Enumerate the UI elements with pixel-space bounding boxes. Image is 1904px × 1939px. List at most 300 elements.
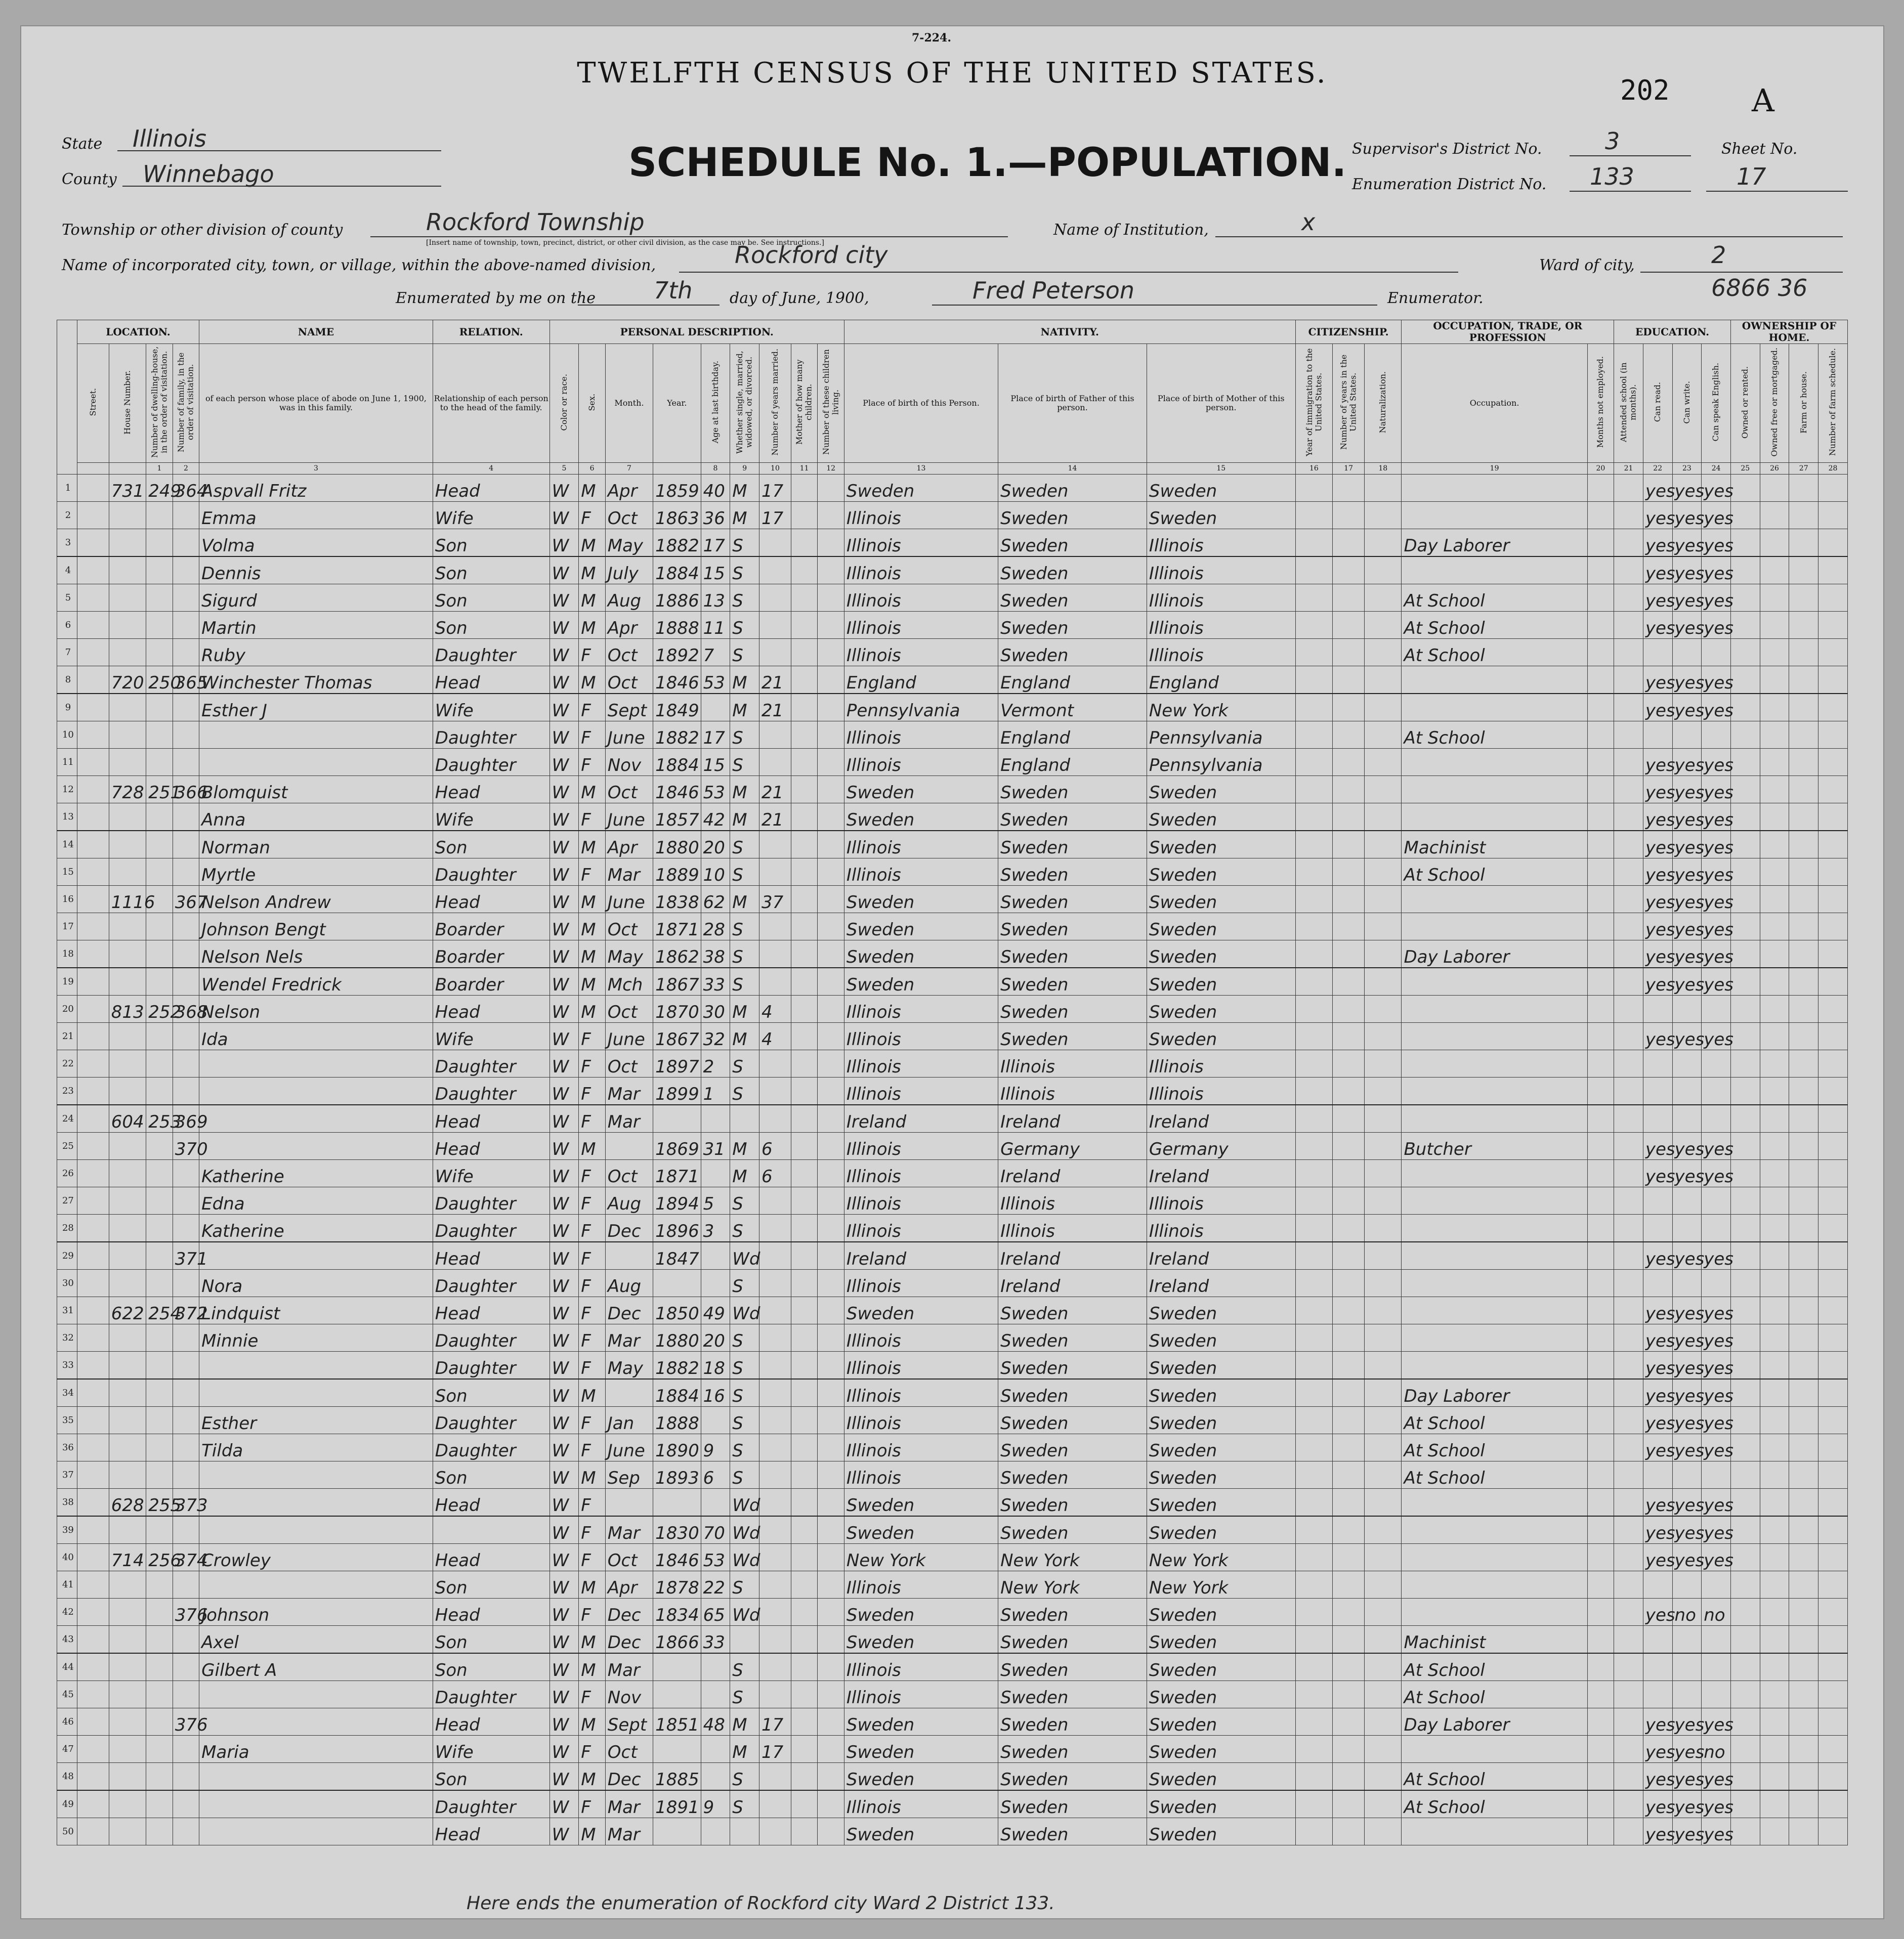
years-married-cell	[759, 1461, 791, 1489]
naturalization-cell	[1365, 1626, 1402, 1654]
table-row	[57, 831, 1848, 858]
farm-schedule-cell	[1818, 1626, 1848, 1654]
school-months-cell	[1614, 1736, 1643, 1763]
street-cell	[77, 1105, 109, 1133]
relation-cell: Head	[433, 1133, 549, 1160]
column-number	[77, 463, 109, 475]
free-mortgaged-cell	[1760, 694, 1789, 721]
birthplace-cell: Illinois	[844, 1681, 998, 1708]
age-cell: 11	[701, 612, 730, 639]
birthplace-cell: Sweden	[844, 886, 998, 913]
birth-month-cell: Oct	[605, 996, 653, 1023]
birth-year-cell: 1893	[653, 1461, 701, 1489]
months-unemployed-cell	[1587, 1434, 1614, 1461]
birth-month-cell: Dec	[605, 1297, 653, 1324]
can-read-cell: yes	[1643, 1736, 1672, 1763]
owned-rented-cell	[1730, 1461, 1760, 1489]
dwelling-number-cell	[146, 913, 173, 940]
can-write-cell: yes	[1672, 1516, 1702, 1544]
birth-month-cell: Apr	[605, 612, 653, 639]
occupation-cell	[1402, 968, 1587, 996]
occupation-cell	[1402, 502, 1587, 529]
house-number-cell	[109, 1050, 146, 1078]
can-read-cell	[1643, 1461, 1672, 1489]
dwelling-number-cell	[146, 1023, 173, 1050]
dwelling-number-cell	[146, 1215, 173, 1242]
birth-month-cell: June	[605, 803, 653, 831]
owned-rented-cell	[1730, 749, 1760, 776]
person-name-cell	[199, 1352, 433, 1380]
years-in-us-cell	[1333, 1078, 1365, 1105]
age-cell: 6	[701, 1461, 730, 1489]
father-birthplace-cell: Sweden	[998, 858, 1147, 886]
street-cell	[77, 1160, 109, 1187]
person-name-cell: Gilbert A	[199, 1653, 433, 1681]
owned-rented-cell	[1730, 1736, 1760, 1763]
mother-birthplace-cell: Sweden	[1147, 968, 1295, 996]
table-row	[57, 1599, 1848, 1626]
free-mortgaged-cell	[1760, 1461, 1789, 1489]
age-cell: 53	[701, 666, 730, 694]
free-mortgaged-cell	[1760, 1023, 1789, 1050]
can-write-cell	[1672, 1626, 1702, 1654]
birth-year-cell: 1857	[653, 803, 701, 831]
father-birthplace-cell: Illinois	[998, 1187, 1147, 1215]
street-cell	[77, 556, 109, 584]
years-married-cell: 17	[759, 1708, 791, 1736]
color-cell: W	[549, 584, 579, 612]
person-name-cell	[199, 1790, 433, 1818]
street-cell	[77, 1379, 109, 1407]
mother-of-cell	[791, 1461, 817, 1489]
column-number: 8	[701, 463, 730, 475]
farm-schedule-cell	[1818, 968, 1848, 996]
birth-year-cell: 1870	[653, 996, 701, 1023]
sex-cell: M	[579, 940, 605, 968]
school-months-cell	[1614, 1708, 1643, 1736]
children-living-cell	[818, 502, 844, 529]
relation-cell: Daughter	[433, 1681, 549, 1708]
age-cell: 65	[701, 1599, 730, 1626]
line-number-cell: 30	[57, 1270, 77, 1297]
sex-cell: F	[579, 803, 605, 831]
street-cell	[77, 1023, 109, 1050]
years-in-us-cell	[1333, 1681, 1365, 1708]
farm-house-cell	[1789, 749, 1818, 776]
children-living-cell	[818, 694, 844, 721]
street-cell	[77, 639, 109, 666]
mother-of-cell	[791, 1708, 817, 1736]
marital-status-cell: S	[730, 612, 759, 639]
head-family: Number of family, in the order of visitation.	[173, 344, 199, 463]
immigration-year-cell	[1295, 1133, 1332, 1160]
mother-of-cell	[791, 1105, 817, 1133]
children-living-cell	[818, 1160, 844, 1187]
dwelling-number-cell	[146, 968, 173, 996]
can-write-cell: yes	[1672, 749, 1702, 776]
farm-house-cell	[1789, 1105, 1818, 1133]
school-months-cell	[1614, 1407, 1643, 1434]
months-unemployed-cell	[1587, 639, 1614, 666]
children-living-cell	[818, 666, 844, 694]
dwelling-number-cell	[146, 556, 173, 584]
years-married-cell	[759, 1571, 791, 1599]
occupation-cell: Machinist	[1402, 831, 1587, 858]
free-mortgaged-cell	[1760, 1215, 1789, 1242]
can-write-cell: yes	[1672, 858, 1702, 886]
family-number-cell	[173, 1626, 199, 1654]
farm-schedule-cell	[1818, 529, 1848, 557]
children-living-cell	[818, 1516, 844, 1544]
line-number-cell: 39	[57, 1516, 77, 1544]
months-unemployed-cell	[1587, 1270, 1614, 1297]
immigration-year-cell	[1295, 940, 1332, 968]
street-cell	[77, 1681, 109, 1708]
can-speak-english-cell: yes	[1702, 1297, 1731, 1324]
color-cell: W	[549, 1653, 579, 1681]
can-speak-english-cell: yes	[1702, 1708, 1731, 1736]
house-number-cell	[109, 1708, 146, 1736]
table-row	[57, 639, 1848, 666]
relation-cell: Daughter	[433, 1078, 549, 1105]
owned-rented-cell	[1730, 1352, 1760, 1380]
school-months-cell	[1614, 1187, 1643, 1215]
farm-house-cell	[1789, 475, 1818, 502]
years-in-us-cell	[1333, 1434, 1365, 1461]
birth-month-cell: July	[605, 556, 653, 584]
color-cell: W	[549, 1270, 579, 1297]
months-unemployed-cell	[1587, 694, 1614, 721]
column-number: 4	[433, 463, 549, 475]
can-write-cell: yes	[1672, 913, 1702, 940]
free-mortgaged-cell	[1760, 1653, 1789, 1681]
relation-cell: Son	[433, 1626, 549, 1654]
occupation-cell	[1402, 1352, 1587, 1380]
sex-cell: F	[579, 639, 605, 666]
table-row	[57, 1653, 1848, 1681]
birthplace-cell: Illinois	[844, 1461, 998, 1489]
school-months-cell	[1614, 1599, 1643, 1626]
sex-cell: F	[579, 1352, 605, 1380]
mother-birthplace-cell: Sweden	[1147, 1599, 1295, 1626]
immigration-year-cell	[1295, 776, 1332, 803]
house-number-cell	[109, 1242, 146, 1270]
farm-house-cell	[1789, 639, 1818, 666]
birth-year-cell: 1859	[653, 475, 701, 502]
occupation-cell	[1402, 749, 1587, 776]
institution-label: Name of Institution,	[1053, 221, 1209, 239]
dwelling-number-cell	[146, 1790, 173, 1818]
line-number-cell: 47	[57, 1736, 77, 1763]
immigration-year-cell	[1295, 1270, 1332, 1297]
mother-of-cell	[791, 694, 817, 721]
school-months-cell	[1614, 1571, 1643, 1599]
age-cell: 17	[701, 529, 730, 557]
immigration-year-cell	[1295, 721, 1332, 749]
can-speak-english-cell: yes	[1702, 475, 1731, 502]
dwelling-number-cell: 256	[146, 1544, 173, 1571]
can-speak-english-cell: yes	[1702, 1407, 1731, 1434]
line-number-cell: 28	[57, 1215, 77, 1242]
months-unemployed-cell	[1587, 1763, 1614, 1791]
birth-month-cell	[605, 1133, 653, 1160]
person-name-cell	[199, 1571, 433, 1599]
column-number: 15	[1147, 463, 1295, 475]
sex-cell: F	[579, 1681, 605, 1708]
relation-cell: Son	[433, 1653, 549, 1681]
person-name-cell: Johnson Bengt	[199, 913, 433, 940]
birthplace-cell: Sweden	[844, 968, 998, 996]
house-number-cell	[109, 694, 146, 721]
birthplace-cell: Sweden	[844, 940, 998, 968]
column-number: 3	[199, 463, 433, 475]
birth-year-cell: 1846	[653, 776, 701, 803]
owned-rented-cell	[1730, 1133, 1760, 1160]
can-read-cell: yes	[1643, 1242, 1672, 1270]
farm-house-cell	[1789, 996, 1818, 1023]
line-number-cell: 44	[57, 1653, 77, 1681]
can-speak-english-cell: yes	[1702, 1434, 1731, 1461]
naturalization-cell	[1365, 1215, 1402, 1242]
person-name-cell: Nelson Nels	[199, 940, 433, 968]
free-mortgaged-cell	[1760, 1160, 1789, 1187]
sex-cell: F	[579, 1434, 605, 1461]
farm-schedule-cell	[1818, 1242, 1848, 1270]
children-living-cell	[818, 803, 844, 831]
years-in-us-cell	[1333, 1626, 1365, 1654]
children-living-cell	[818, 1599, 844, 1626]
years-in-us-cell	[1333, 694, 1365, 721]
naturalization-cell	[1365, 1434, 1402, 1461]
street-cell	[77, 1352, 109, 1380]
birth-year-cell: 1888	[653, 612, 701, 639]
farm-schedule-cell	[1818, 502, 1848, 529]
naturalization-cell	[1365, 1489, 1402, 1517]
can-read-cell: yes	[1643, 1708, 1672, 1736]
marital-status-cell: M	[730, 502, 759, 529]
birthplace-cell: Sweden	[844, 1736, 998, 1763]
naturalization-cell	[1365, 612, 1402, 639]
can-read-cell: yes	[1643, 529, 1672, 557]
relation-cell: Head	[433, 1544, 549, 1571]
relation-cell: Daughter	[433, 1324, 549, 1352]
months-unemployed-cell	[1587, 968, 1614, 996]
family-number-cell	[173, 556, 199, 584]
family-number-cell: 369	[173, 1105, 199, 1133]
birth-month-cell: May	[605, 1352, 653, 1380]
street-cell	[77, 1790, 109, 1818]
immigration-year-cell	[1295, 1599, 1332, 1626]
street-cell	[77, 1461, 109, 1489]
free-mortgaged-cell	[1760, 556, 1789, 584]
marital-status-cell: M	[730, 1160, 759, 1187]
age-cell: 36	[701, 502, 730, 529]
line-number-cell: 41	[57, 1571, 77, 1599]
birth-year-cell: 1899	[653, 1078, 701, 1105]
birthplace-cell: Illinois	[844, 1324, 998, 1352]
can-speak-english-cell: yes	[1702, 1818, 1731, 1845]
column-number: 25	[1730, 463, 1760, 475]
father-birthplace-cell: Sweden	[998, 1407, 1147, 1434]
family-number-cell	[173, 968, 199, 996]
free-mortgaged-cell	[1760, 1324, 1789, 1352]
immigration-year-cell	[1295, 666, 1332, 694]
street-cell	[77, 803, 109, 831]
person-name-cell: Esther	[199, 1407, 433, 1434]
can-read-cell: yes	[1643, 940, 1672, 968]
owned-rented-cell	[1730, 584, 1760, 612]
relation-cell: Son	[433, 1571, 549, 1599]
street-cell	[77, 776, 109, 803]
census-sheet	[20, 25, 1884, 1919]
house-number-cell: 728	[109, 776, 146, 803]
birthplace-cell: Sweden	[844, 1626, 998, 1654]
immigration-year-cell	[1295, 556, 1332, 584]
children-living-cell	[818, 1544, 844, 1571]
free-mortgaged-cell	[1760, 1544, 1789, 1571]
sex-cell: F	[579, 1324, 605, 1352]
immigration-year-cell	[1295, 1544, 1332, 1571]
dwelling-number-cell	[146, 1681, 173, 1708]
birth-month-cell: Jan	[605, 1407, 653, 1434]
sex-cell: M	[579, 886, 605, 913]
birth-month-cell: Oct	[605, 1050, 653, 1078]
years-married-cell: 17	[759, 475, 791, 502]
line-number-cell: 10	[57, 721, 77, 749]
farm-house-cell	[1789, 858, 1818, 886]
table-row	[57, 1434, 1848, 1461]
birth-month-cell: Sep	[605, 1461, 653, 1489]
father-birthplace-cell: Sweden	[998, 502, 1147, 529]
can-read-cell	[1643, 1078, 1672, 1105]
mother-of-cell	[791, 612, 817, 639]
marital-status-cell	[730, 1105, 759, 1133]
can-write-cell: yes	[1672, 1407, 1702, 1434]
immigration-year-cell	[1295, 858, 1332, 886]
farm-house-cell	[1789, 1626, 1818, 1654]
occupation-cell: At School	[1402, 1653, 1587, 1681]
mother-birthplace-cell: Sweden	[1147, 1297, 1295, 1324]
years-married-cell	[759, 1050, 791, 1078]
house-number-cell: 813	[109, 996, 146, 1023]
house-number-cell	[109, 1160, 146, 1187]
group-occupation: OCCUPATION, TRADE, OR PROFESSION	[1402, 320, 1614, 344]
free-mortgaged-cell	[1760, 1379, 1789, 1407]
farm-house-cell	[1789, 1544, 1818, 1571]
can-write-cell: no	[1672, 1599, 1702, 1626]
occupation-cell	[1402, 475, 1587, 502]
table-row	[57, 1352, 1848, 1380]
sex-cell: F	[579, 1160, 605, 1187]
birth-year-cell: 1886	[653, 584, 701, 612]
marital-status-cell: S	[730, 1434, 759, 1461]
school-months-cell	[1614, 968, 1643, 996]
mother-birthplace-cell: Sweden	[1147, 1763, 1295, 1791]
head-color: Color or race.	[549, 344, 579, 463]
can-write-cell: yes	[1672, 1379, 1702, 1407]
can-read-cell: yes	[1643, 1434, 1672, 1461]
father-birthplace-cell: Sweden	[998, 1599, 1147, 1626]
immigration-year-cell	[1295, 1763, 1332, 1791]
street-cell	[77, 1516, 109, 1544]
line-number-cell: 36	[57, 1434, 77, 1461]
school-months-cell	[1614, 913, 1643, 940]
sex-cell: F	[579, 1187, 605, 1215]
house-number-cell	[109, 1599, 146, 1626]
person-name-cell: Maria	[199, 1736, 433, 1763]
can-speak-english-cell: yes	[1702, 1489, 1731, 1517]
house-number-cell	[109, 556, 146, 584]
family-number-cell	[173, 1270, 199, 1297]
marital-status-cell: S	[730, 749, 759, 776]
house-number-cell	[109, 1434, 146, 1461]
dwelling-number-cell	[146, 694, 173, 721]
can-write-cell	[1672, 1653, 1702, 1681]
months-unemployed-cell	[1587, 1324, 1614, 1352]
line-number-cell: 38	[57, 1489, 77, 1517]
line-number-cell: 33	[57, 1352, 77, 1380]
birthplace-cell: Sweden	[844, 803, 998, 831]
occupation-cell	[1402, 1544, 1587, 1571]
can-speak-english-cell: yes	[1702, 1379, 1731, 1407]
free-mortgaged-cell	[1760, 1352, 1789, 1380]
head-pob-mother: Place of birth of Mother of this person.	[1147, 344, 1295, 463]
person-name-cell: Nelson	[199, 996, 433, 1023]
father-birthplace-cell: Sweden	[998, 1461, 1147, 1489]
person-name-cell: Winchester Thomas	[199, 666, 433, 694]
line-number-cell: 20	[57, 996, 77, 1023]
marital-status-cell: S	[730, 1187, 759, 1215]
farm-house-cell	[1789, 1681, 1818, 1708]
owned-rented-cell	[1730, 1050, 1760, 1078]
can-read-cell: yes	[1643, 831, 1672, 858]
marital-status-cell: S	[730, 1790, 759, 1818]
father-birthplace-cell: England	[998, 666, 1147, 694]
occupation-cell	[1402, 1270, 1587, 1297]
years-married-cell	[759, 858, 791, 886]
years-in-us-cell	[1333, 803, 1365, 831]
farm-house-cell	[1789, 886, 1818, 913]
color-cell: W	[549, 1160, 579, 1187]
dwelling-number-cell	[146, 1352, 173, 1380]
immigration-year-cell	[1295, 694, 1332, 721]
city-label: Name of incorporated city, town, or village, within the above-named division,	[62, 256, 656, 274]
street-cell	[77, 1599, 109, 1626]
birthplace-cell: Illinois	[844, 1434, 998, 1461]
free-mortgaged-cell	[1760, 1489, 1789, 1517]
dwelling-number-cell	[146, 1653, 173, 1681]
school-months-cell	[1614, 1818, 1643, 1845]
table-row	[57, 612, 1848, 639]
naturalization-cell	[1365, 776, 1402, 803]
relation-cell: Daughter	[433, 1434, 549, 1461]
owned-rented-cell	[1730, 831, 1760, 858]
free-mortgaged-cell	[1760, 1516, 1789, 1544]
dwelling-number-cell: 252	[146, 996, 173, 1023]
street-cell	[77, 1626, 109, 1654]
school-months-cell	[1614, 1215, 1643, 1242]
family-number-cell	[173, 612, 199, 639]
farm-schedule-cell	[1818, 1050, 1848, 1078]
township-value: Rockford Township	[426, 208, 645, 236]
children-living-cell	[818, 1407, 844, 1434]
owned-rented-cell	[1730, 996, 1760, 1023]
years-married-cell: 4	[759, 996, 791, 1023]
mother-of-cell	[791, 1187, 817, 1215]
head-name: of each person whose place of abode on June 1, 1900, was in this family.	[199, 344, 433, 463]
street-cell	[77, 1434, 109, 1461]
birth-month-cell: Dec	[605, 1215, 653, 1242]
